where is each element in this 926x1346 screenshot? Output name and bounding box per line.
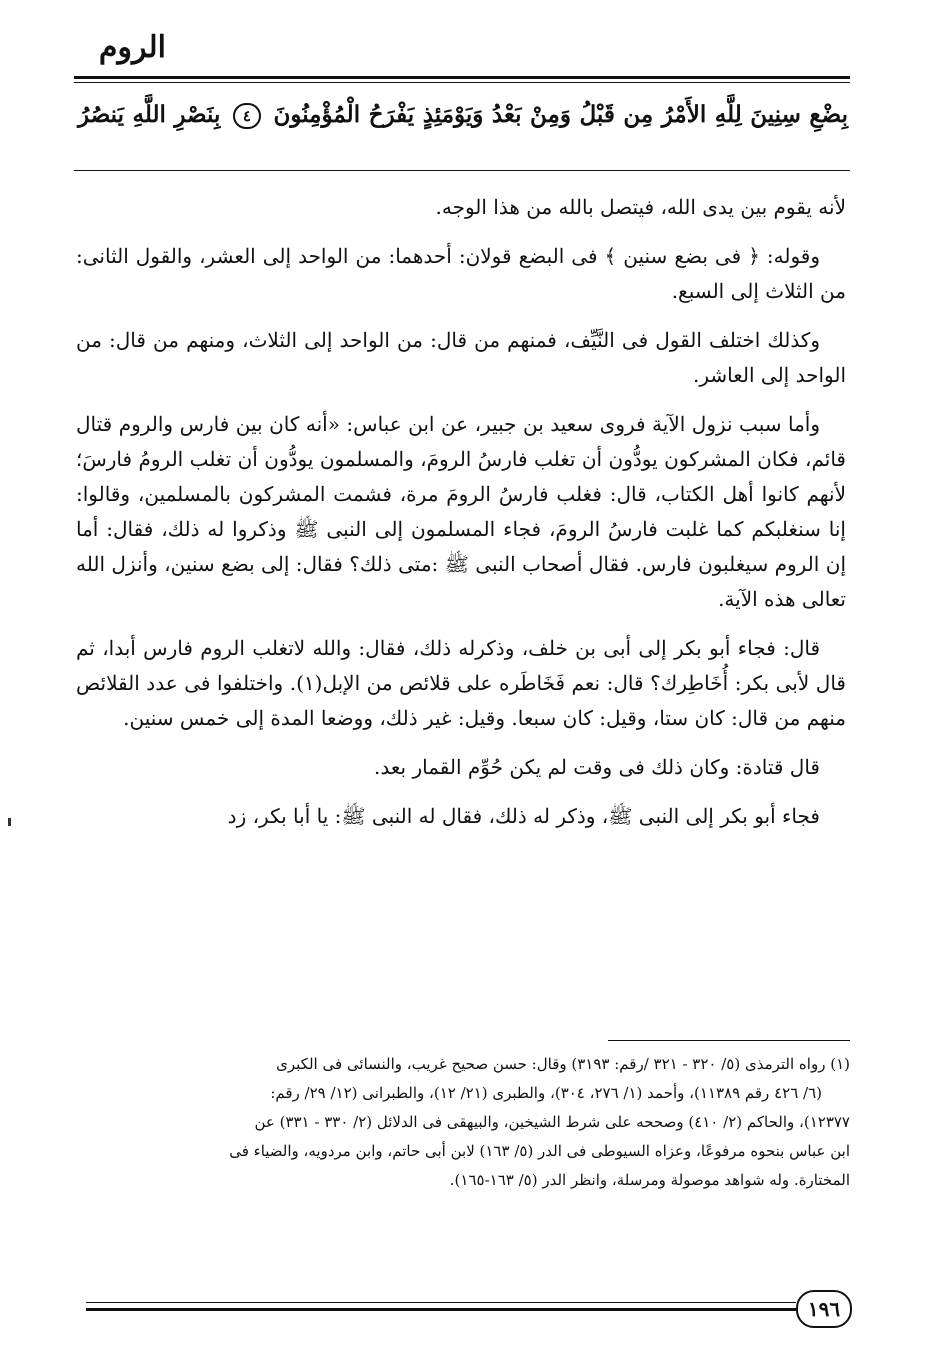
footnote-line: المختارة. وله شواهد موصولة ومرسلة، وانظر الدر (٥/ ١٦٣-١٦٥).	[449, 1171, 850, 1189]
footnotes	[80, 1050, 850, 1195]
footer-rule-thick	[86, 1308, 796, 1311]
footnote-separator	[608, 1040, 850, 1041]
footnote-line: (١) رواه الترمذى (٥/ ٣٢٠ - ٣٢١ /رقم: ٣١٩٣) وقال: حسن صحيح غريب، والنسائى فى الكبرى	[276, 1055, 850, 1073]
verse-separator-rule	[74, 170, 850, 171]
header-rule-thick	[74, 76, 850, 79]
paragraph: قال قتادة: وكان ذلك فى وقت لم يكن حُوِّم القمار بعد.	[374, 755, 820, 779]
footer-rule-thin	[86, 1302, 796, 1303]
verse-text-before-marker: بِضْعِ سِنِينَ لِلَّهِ الأَمْرُ مِن قَبْلُ وَمِنْ بَعْدُ وَيَوْمَئِذٍ يَفْرَحُ الْمُؤْمِنُونَ	[273, 101, 848, 128]
paragraph: لأنه يقوم بين يدى الله، فيتصل بالله من هذا الوجه.	[435, 195, 846, 219]
surah-title: الروم	[98, 30, 166, 65]
page-number-badge: ١٩٦	[796, 1290, 852, 1328]
quran-verse	[78, 90, 848, 140]
paragraph: وقوله: ﴿ فى بضع سنين ﴾ فى البضع قولان: أحدهما: من الواحد إلى العشر، والقول الثانى: من الثلاث إلى السبع.	[76, 244, 846, 303]
verse-text-after-marker: بِنَصْرِ اللَّهِ يَنصُرُ	[78, 101, 221, 128]
header-rule-thin	[74, 82, 850, 83]
scan-margin-mark	[8, 818, 11, 826]
paragraph: وأما سبب نزول الآية فروى سعيد بن جبير، عن ابن عباس: «أنه كان بين فارس والروم قتال قائم، فكان المشركون يودُّون أن تغلب فارسُ الرومَ، والمسلمون يودُّون أن تغلب الرومُ فارسَ؛ لأنهم كانوا أهل الكتاب، قال: فغلب فارسُ الرومَ مرة، فشمت المشركون بالمسلمين، وقالوا: إنا سنغلبكم كما غلبت فارسُ الرومَ، فجاء المسلمون إلى النبى ﷺ وذكروا له ذلك، فقال: أما إن الروم سيغلبون فارس. فقال أصحاب النبى ﷺ :متى ذلك؟ فقال: إلى بضع سنين، وأنزل الله تعالى هذه الآية.	[76, 412, 846, 611]
footnote-line: (٦/ ٤٢٦ رقم ١١٣٨٩)، وأحمد (١/ ٢٧٦، ٣٠٤)، والطبرى (٢١/ ١٢)، والطبرانى (١٢/ ٢٩/ رقم:	[270, 1084, 822, 1102]
paragraph: قال: فجاء أبو بكر إلى أبى بن خلف، وذكرله ذلك، فقال: والله لاتغلب الروم فارس أبدا، ثم قال لأبى بكر: أُخَاطِرك؟ قال: نعم فَخَاطَره على قلائص من الإبل(١). واختلفوا فى عدد القلائص منهم من قال: كان ستا، وقيل: كان سبعا. وقيل: غير ذلك، ووضعا المدة إلى خمس سنين.	[76, 636, 846, 730]
ayah-number-marker: ٤	[233, 103, 261, 129]
footnote-line: ابن عباس بنحوه مرفوعًا، وعزاه السيوطى فى الدر (٥/ ١٦٣) لابن أبى حاتم، وابن مردويه، والضياء فى	[229, 1142, 850, 1160]
paragraph: فجاء أبو بكر إلى النبى ﷺ، وذكر له ذلك، فقال له النبى ﷺ: يا أبا بكر، زد	[227, 804, 820, 828]
commentary-body	[76, 190, 846, 848]
paragraph: وكذلك اختلف القول فى النَّيِّف، فمنهم من قال: من الواحد إلى الثلاث، ومنهم من قال: من الواحد إلى العاشر.	[76, 328, 846, 387]
footnote-line: ١٢٣٧٧)، والحاكم (٢/ ٤١٠) وصححه على شرط الشيخين، والبيهقى فى الدلائل (٢/ ٣٣٠ - ٣٣١) عن	[254, 1113, 850, 1131]
